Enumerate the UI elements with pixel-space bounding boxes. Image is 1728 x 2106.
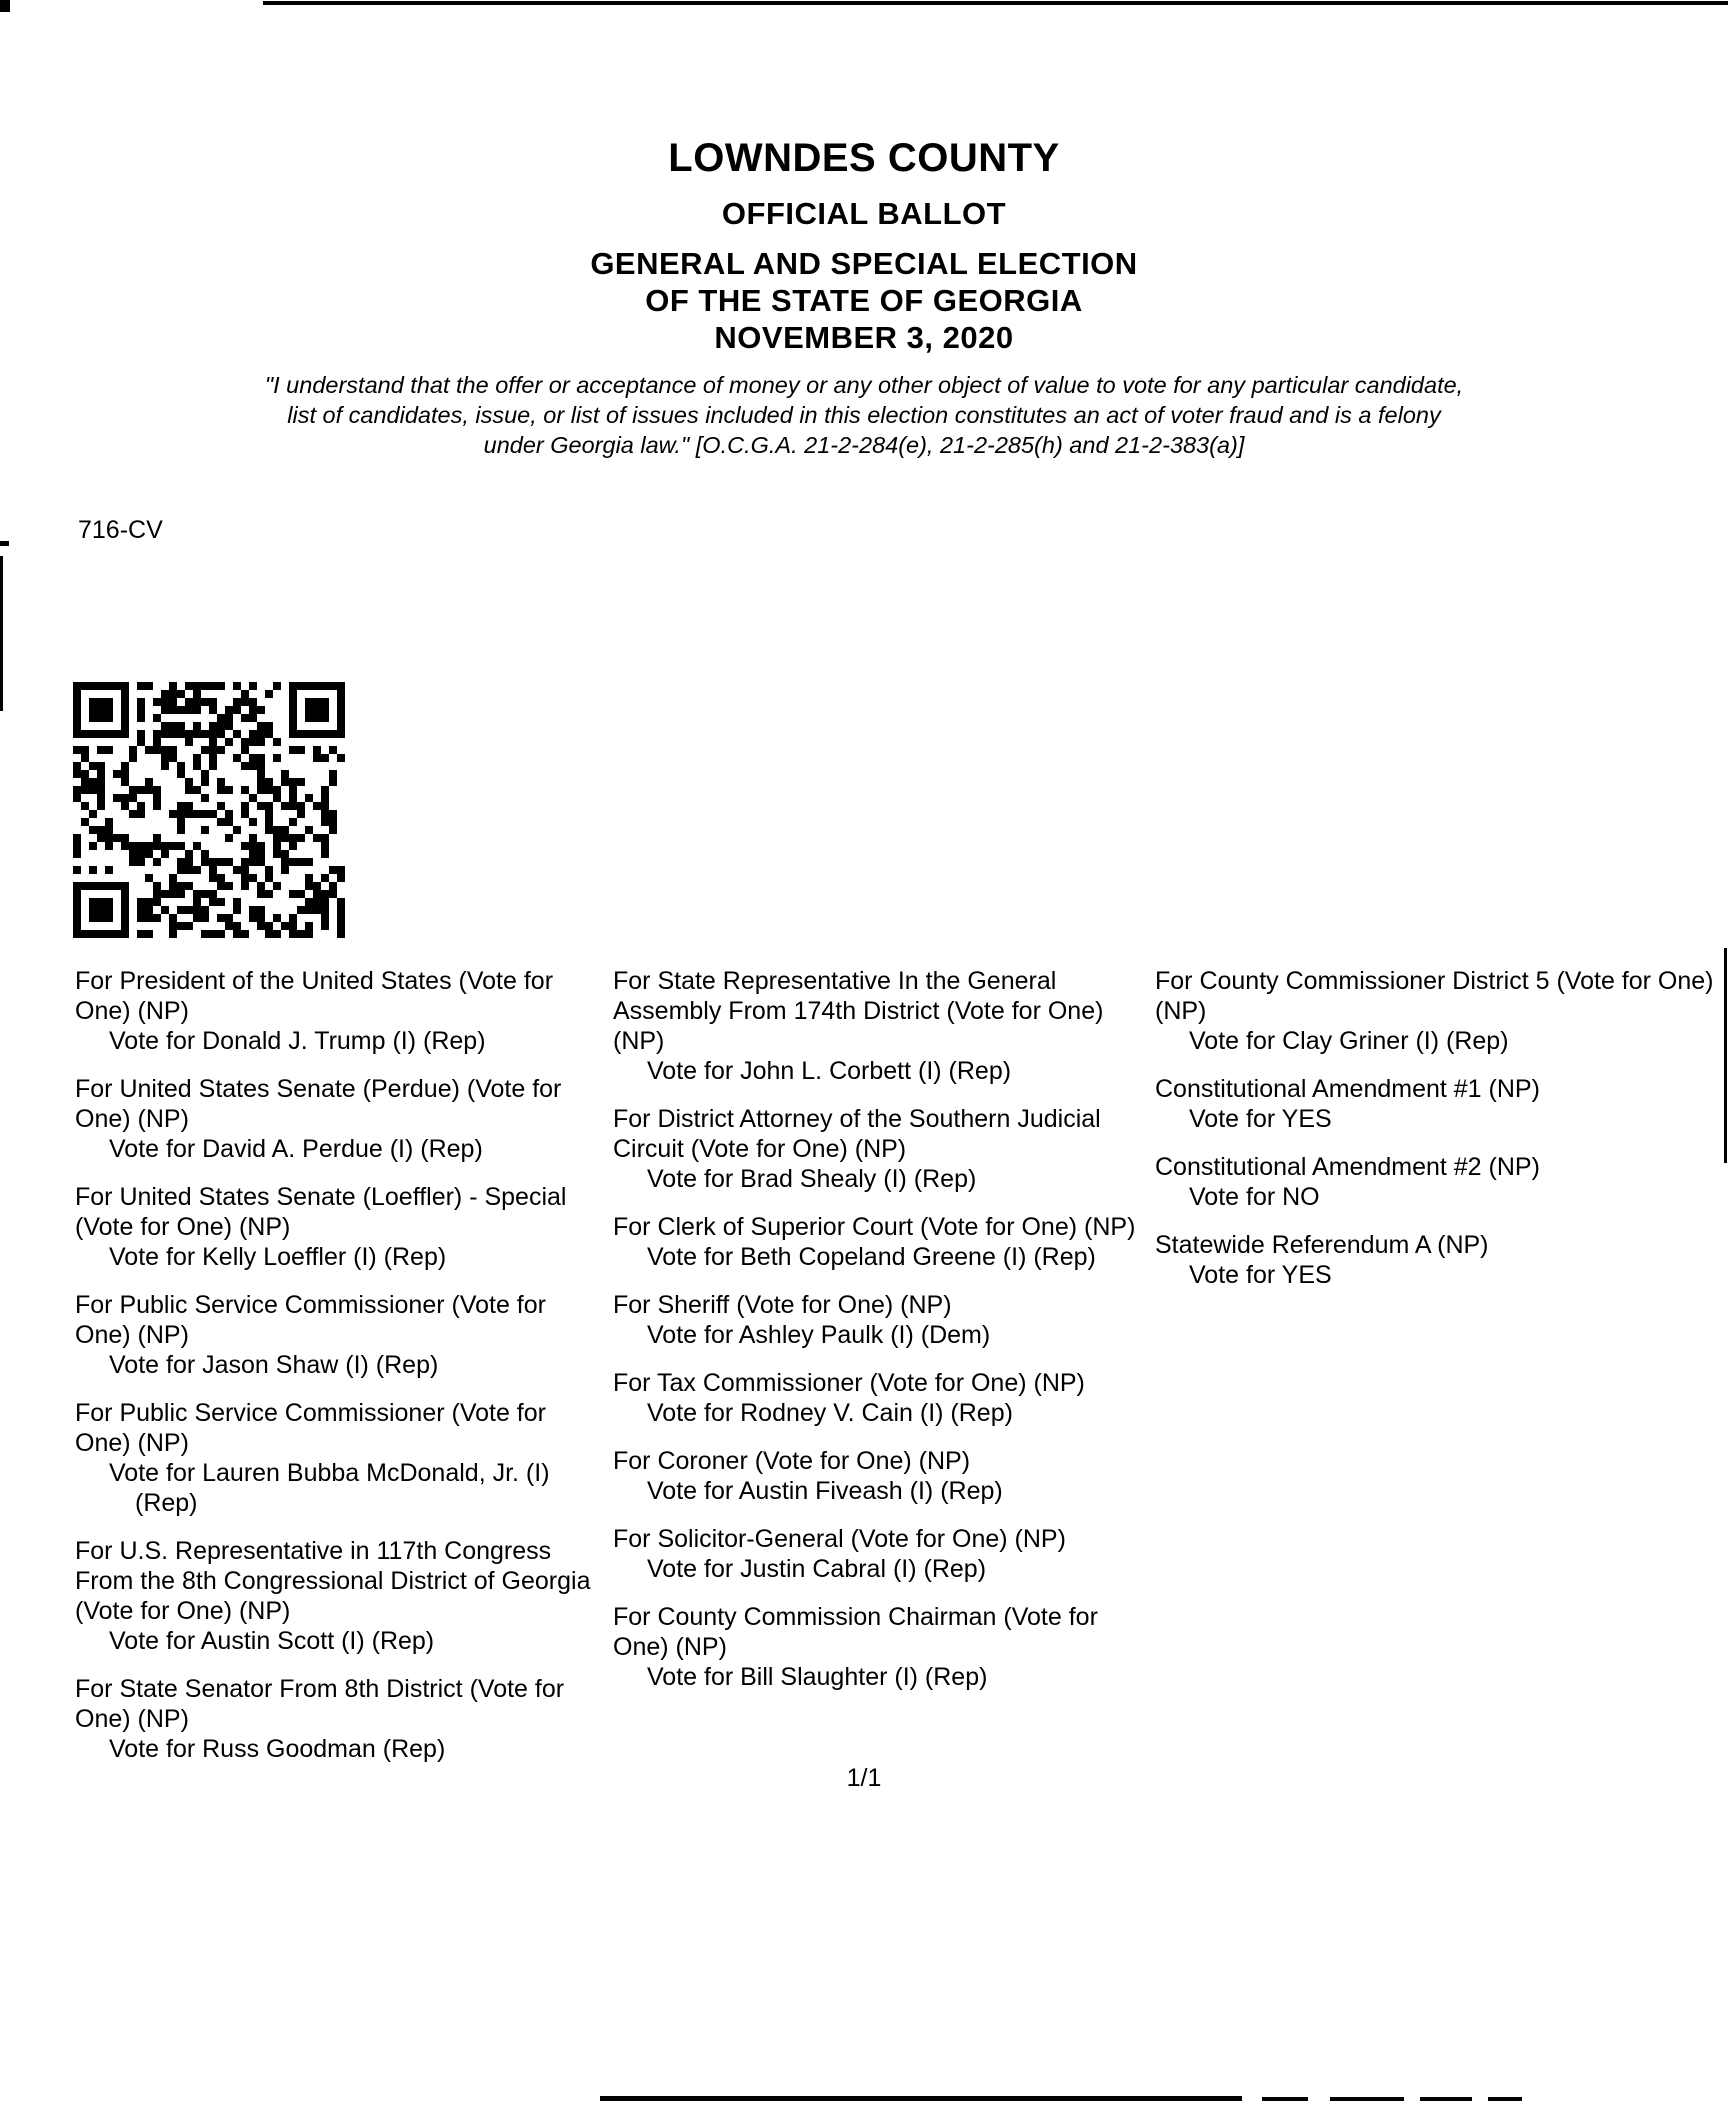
qr-code-icon <box>73 682 345 938</box>
contest-title: For Public Service Commissioner (Vote for One) (NP) <box>75 1399 546 1457</box>
disclaimer-line: list of candidates, issue, or list of issues included in this election constitutes an act of voter fraud and is a felony <box>287 402 1441 428</box>
contest-block <box>613 966 1145 1086</box>
county-title: LOWNDES COUNTY <box>668 136 1060 180</box>
contest-block <box>613 1602 1145 1692</box>
contest-block <box>613 1446 1145 1506</box>
contest-vote: Vote for Donald J. Trump (I) (Rep) <box>109 1027 486 1055</box>
election-title <box>0 245 1728 356</box>
contest-block <box>75 1536 602 1656</box>
contest-block <box>1155 966 1728 1056</box>
ballot-style-code: 716-CV <box>78 516 163 544</box>
contest-vote: Vote for YES <box>1189 1261 1332 1289</box>
disclaimer-line: "I understand that the offer or acceptance of money or any other object of value to vote for any particular candidate, <box>264 372 1464 398</box>
contest-vote: Vote for NO <box>1189 1183 1320 1211</box>
contest-block <box>75 1182 602 1272</box>
contest-title: For County Commission Chairman (Vote for One) (NP) <box>613 1603 1098 1661</box>
contest-block <box>613 1104 1145 1194</box>
contest-block <box>75 1074 602 1164</box>
contest-title: For State Senator From 8th District (Vote for One) (NP) <box>75 1675 565 1733</box>
contest-title: Constitutional Amendment #1 (NP) <box>1155 1075 1540 1103</box>
ballot-column-1 <box>75 966 602 1782</box>
contest-title: Constitutional Amendment #2 (NP) <box>1155 1153 1540 1181</box>
contest-block <box>1155 1152 1728 1212</box>
contest-vote: Vote for Clay Griner (I) (Rep) <box>1189 1027 1509 1055</box>
contest-block <box>613 1368 1145 1428</box>
contest-title: Statewide Referendum A (NP) <box>1155 1231 1489 1259</box>
contest-vote: Vote for YES <box>1189 1105 1332 1133</box>
disclaimer-line: under Georgia law." [O.C.G.A. 21-2-284(e), 21-2-285(h) and 21-2-383(a)] <box>483 432 1245 458</box>
contest-block <box>75 1398 602 1518</box>
scan-artifact-bottom-dash <box>1262 2097 1308 2101</box>
contest-title: For District Attorney of the Southern Judicial Circuit (Vote for One) (NP) <box>613 1105 1101 1163</box>
contest-block <box>1155 1074 1728 1134</box>
contest-vote: Vote for David A. Perdue (I) (Rep) <box>109 1135 483 1163</box>
scan-artifact-bottom-dash <box>1330 2097 1404 2101</box>
contest-vote: Vote for Austin Scott (I) (Rep) <box>109 1627 435 1655</box>
contest-vote: Vote for Rodney V. Cain (I) (Rep) <box>647 1399 1013 1427</box>
contest-title: For United States Senate (Loeffler) - Special (Vote for One) (NP) <box>75 1183 567 1241</box>
contest-title: For State Representative In the General Assembly From 174th District (Vote for One) (NP) <box>613 967 1104 1055</box>
fraud-disclaimer <box>0 370 1728 460</box>
contest-block <box>613 1290 1145 1350</box>
contest-vote: Vote for Jason Shaw (I) (Rep) <box>109 1351 439 1379</box>
contest-block <box>613 1212 1145 1272</box>
scan-artifact-bottom-dash <box>1488 2097 1522 2101</box>
contest-title: For Tax Commissioner (Vote for One) (NP) <box>613 1369 1085 1397</box>
scan-artifact-left-line <box>0 556 3 711</box>
contest-block <box>75 1674 602 1764</box>
contest-block <box>75 966 602 1056</box>
ballot-type-title: OFFICIAL BALLOT <box>721 196 1007 231</box>
contest-vote: Vote for John L. Corbett (I) (Rep) <box>647 1057 1012 1085</box>
qr-code-icon <box>73 682 345 938</box>
contest-title: For President of the United States (Vote for One) (NP) <box>75 967 554 1025</box>
scan-artifact-bottom-line <box>600 2096 1242 2101</box>
election-line2: OF THE STATE OF GEORGIA <box>645 283 1083 318</box>
election-line1: GENERAL AND SPECIAL ELECTION <box>590 246 1138 281</box>
page-number: 1/1 <box>846 1764 882 1792</box>
scan-artifact-corner-mark <box>0 0 10 12</box>
contest-block <box>1155 1230 1728 1290</box>
scan-artifact-left-tick <box>0 541 9 546</box>
contest-vote: Vote for Russ Goodman (Rep) <box>109 1735 446 1763</box>
contest-vote: Vote for Ashley Paulk (I) (Dem) <box>647 1321 991 1349</box>
contest-vote: Vote for Austin Fiveash (I) (Rep) <box>647 1477 1003 1505</box>
election-date: NOVEMBER 3, 2020 <box>714 320 1014 355</box>
scan-artifact-top-line <box>263 1 1728 5</box>
contest-vote: Vote for Justin Cabral (I) (Rep) <box>647 1555 987 1583</box>
contest-vote: Vote for Bill Slaughter (I) (Rep) <box>647 1663 988 1691</box>
contest-title: For Coroner (Vote for One) (NP) <box>613 1447 971 1475</box>
contest-vote: Vote for Kelly Loeffler (I) (Rep) <box>109 1243 447 1271</box>
contest-vote: Vote for Beth Copeland Greene (I) (Rep) <box>647 1243 1096 1271</box>
contest-title: For County Commissioner District 5 (Vote for One) (NP) <box>1155 967 1714 1025</box>
contest-vote: Vote for Brad Shealy (I) (Rep) <box>647 1165 977 1193</box>
ballot-column-2 <box>613 966 1145 1710</box>
contest-title: For Clerk of Superior Court (Vote for One) (NP) <box>613 1213 1136 1241</box>
contest-title: For United States Senate (Perdue) (Vote for One) (NP) <box>75 1075 562 1133</box>
contest-title: For Public Service Commissioner (Vote for One) (NP) <box>75 1291 546 1349</box>
scan-artifact-bottom-dash <box>1420 2097 1472 2101</box>
contest-title: For Sheriff (Vote for One) (NP) <box>613 1291 952 1319</box>
contest-vote: Vote for Lauren Bubba McDonald, Jr. (I) (Rep) <box>109 1459 550 1517</box>
contest-block <box>613 1524 1145 1584</box>
ballot-column-3 <box>1155 966 1728 1308</box>
contest-title: For U.S. Representative in 117th Congress From the 8th Congressional District of Georgia (Vote for One) (NP) <box>75 1537 591 1625</box>
contest-title: For Solicitor-General (Vote for One) (NP) <box>613 1525 1066 1553</box>
contest-block <box>75 1290 602 1380</box>
